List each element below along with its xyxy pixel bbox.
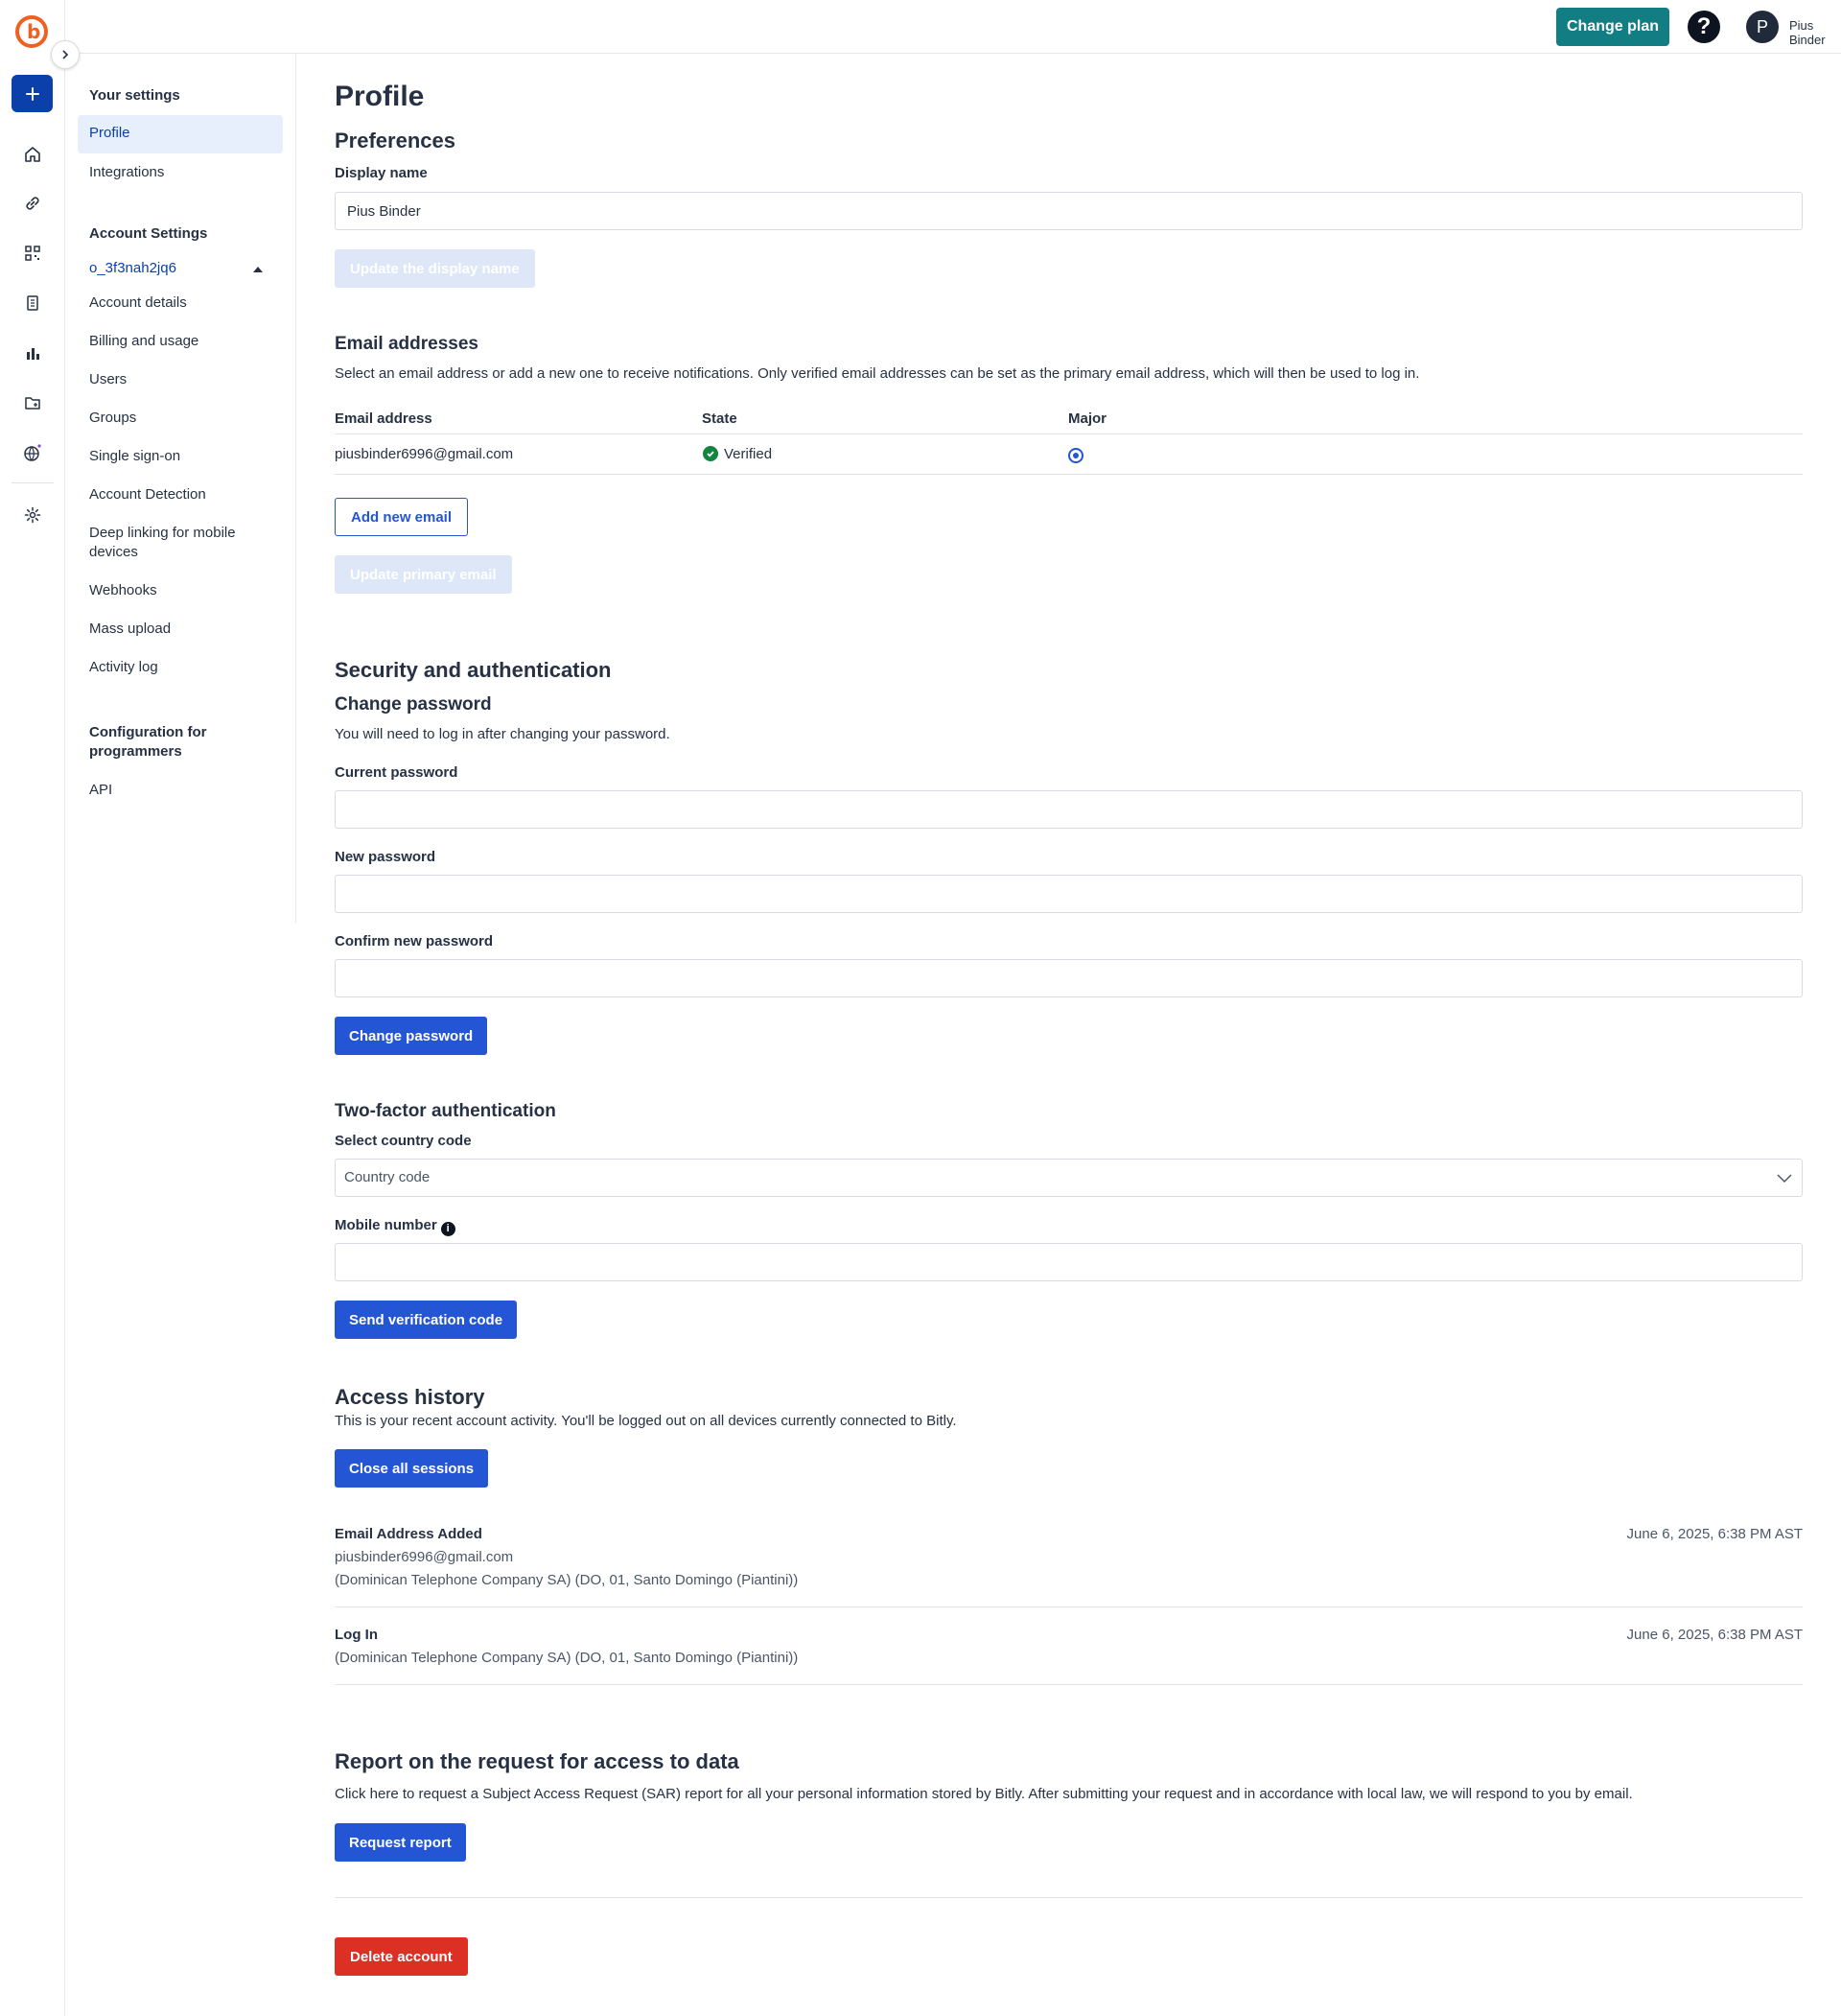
chevron-down-icon xyxy=(1777,1172,1792,1184)
settings-icon[interactable] xyxy=(21,504,44,527)
create-new-button[interactable] xyxy=(12,75,53,112)
access-event-date: June 6, 2025, 6:38 PM AST xyxy=(1626,1627,1803,1643)
state-cell: Verified xyxy=(724,446,773,462)
nav-item-mass-upload[interactable]: Mass upload xyxy=(89,621,172,637)
nav-item-account-details[interactable]: Account details xyxy=(89,294,187,311)
change-password-button[interactable]: Change password xyxy=(335,1017,487,1055)
nav-item-sso[interactable]: Single sign-on xyxy=(89,448,181,464)
confirm-password-input[interactable] xyxy=(335,959,1803,997)
add-new-email-button[interactable]: Add new email xyxy=(335,498,468,536)
state-column-header: State xyxy=(702,410,737,427)
app-rail xyxy=(0,0,65,2016)
access-history-description: This is your recent account activity. You'll be logged out on all devices currently connected to Bitly. xyxy=(335,1413,957,1429)
report-description: Click here to request a Subject Access Request (SAR) report for all your personal information stored by Bitly. After submitting your request and in accordance with local law, we will respond to you by email. xyxy=(335,1786,1633,1802)
org-selector[interactable]: o_3f3nah2jq6 xyxy=(89,260,176,276)
access-event-title: Email Address Added xyxy=(335,1526,482,1542)
nav-item-activity-log[interactable]: Activity log xyxy=(89,659,158,675)
email-column-header: Email address xyxy=(335,410,432,427)
nav-item-api[interactable]: API xyxy=(89,782,113,798)
two-factor-heading: Two-factor authentication xyxy=(335,1101,556,1121)
delete-account-button[interactable]: Delete account xyxy=(335,1937,468,1976)
display-name-label: Display name xyxy=(335,165,428,181)
nav-item-account-detection[interactable]: Account Detection xyxy=(89,486,206,503)
display-name-input[interactable] xyxy=(335,192,1803,230)
nav-item-deep-linking[interactable]: Deep linking for mobile devices xyxy=(89,525,236,560)
campaigns-icon[interactable] xyxy=(21,391,44,414)
nav-item-webhooks[interactable]: Webhooks xyxy=(89,582,157,598)
nav-item-integrations[interactable]: Integrations xyxy=(89,164,165,180)
country-code-select[interactable] xyxy=(335,1159,1803,1197)
section-divider xyxy=(335,1897,1803,1898)
bitly-logo[interactable]: b xyxy=(15,15,48,48)
analytics-icon[interactable] xyxy=(21,341,44,364)
preferences-heading: Preferences xyxy=(335,129,455,152)
new-password-label: New password xyxy=(335,849,436,865)
email-cell: piusbinder6996@gmail.com xyxy=(335,446,514,462)
access-event-location: (Dominican Telephone Company SA) (DO, 01, Santo Domingo (Piantini)) xyxy=(335,1650,799,1666)
access-event-title: Log In xyxy=(335,1627,378,1643)
verified-check-icon xyxy=(703,446,718,461)
nav-heading-your-settings: Your settings xyxy=(89,87,180,104)
table-row-divider xyxy=(335,474,1803,475)
access-event-detail: piusbinder6996@gmail.com xyxy=(335,1549,514,1565)
pages-icon[interactable] xyxy=(21,292,44,315)
nav-item-billing[interactable]: Billing and usage xyxy=(89,333,199,349)
plus-icon xyxy=(25,86,40,102)
change-plan-button[interactable]: Change plan xyxy=(1556,8,1669,46)
access-history-divider xyxy=(335,1606,1803,1607)
qr-code-icon[interactable] xyxy=(21,242,44,265)
nav-heading-account-settings: Account Settings xyxy=(89,225,208,242)
nav-item-profile[interactable]: Profile xyxy=(78,115,283,153)
send-verification-code-button[interactable]: Send verification code xyxy=(335,1301,517,1339)
help-icon[interactable]: ? xyxy=(1688,11,1720,43)
expand-sidebar-button[interactable] xyxy=(51,40,80,69)
request-report-button[interactable]: Request report xyxy=(335,1823,466,1862)
report-heading: Report on the request for access to data xyxy=(335,1749,739,1773)
nav-item-groups[interactable]: Groups xyxy=(89,410,137,426)
mobile-number-label: Mobile number i xyxy=(335,1217,455,1236)
page-title: Profile xyxy=(335,81,425,112)
current-password-label: Current password xyxy=(335,764,458,781)
access-event-location: (Dominican Telephone Company SA) (DO, 01, Santo Domingo (Piantini)) xyxy=(335,1572,799,1588)
update-primary-email-button[interactable]: Update primary email xyxy=(335,555,512,594)
caret-up-icon[interactable] xyxy=(253,267,263,272)
custom-domains-icon[interactable] xyxy=(21,441,44,464)
email-addresses-heading: Email addresses xyxy=(335,334,478,354)
country-code-placeholder: Country code xyxy=(344,1169,431,1185)
primary-email-radio[interactable] xyxy=(1068,448,1084,463)
top-bar xyxy=(65,0,1841,54)
close-all-sessions-button[interactable]: Close all sessions xyxy=(335,1449,488,1488)
access-event-date: June 6, 2025, 6:38 PM AST xyxy=(1626,1526,1803,1542)
security-heading: Security and authentication xyxy=(335,658,612,682)
email-addresses-description: Select an email address or add a new one to receive notifications. Only verified email addresses can be set as the primary email address, which will then be used to log in. xyxy=(335,365,1420,382)
home-icon[interactable] xyxy=(21,143,44,166)
change-password-heading: Change password xyxy=(335,694,492,715)
change-password-note: You will need to log in after changing your password. xyxy=(335,726,670,742)
major-column-header: Major xyxy=(1068,410,1107,427)
avatar[interactable]: P xyxy=(1746,11,1779,43)
access-history-divider xyxy=(335,1684,1803,1685)
nav-item-users[interactable]: Users xyxy=(89,371,128,387)
access-history-heading: Access history xyxy=(335,1385,485,1409)
rail-divider xyxy=(12,482,54,483)
update-display-name-button[interactable]: Update the display name xyxy=(335,249,535,288)
new-password-input[interactable] xyxy=(335,875,1803,913)
info-icon[interactable]: i xyxy=(441,1222,455,1236)
user-name[interactable]: Pius Binder xyxy=(1789,18,1826,47)
settings-nav xyxy=(65,54,296,923)
current-password-input[interactable] xyxy=(335,790,1803,829)
confirm-password-label: Confirm new password xyxy=(335,933,494,949)
link-icon[interactable] xyxy=(21,192,44,215)
chevron-right-icon xyxy=(60,50,70,59)
country-code-label: Select country code xyxy=(335,1133,472,1149)
mobile-number-input[interactable] xyxy=(335,1243,1803,1281)
nav-heading-configuration: Configuration for programmers xyxy=(89,724,207,760)
